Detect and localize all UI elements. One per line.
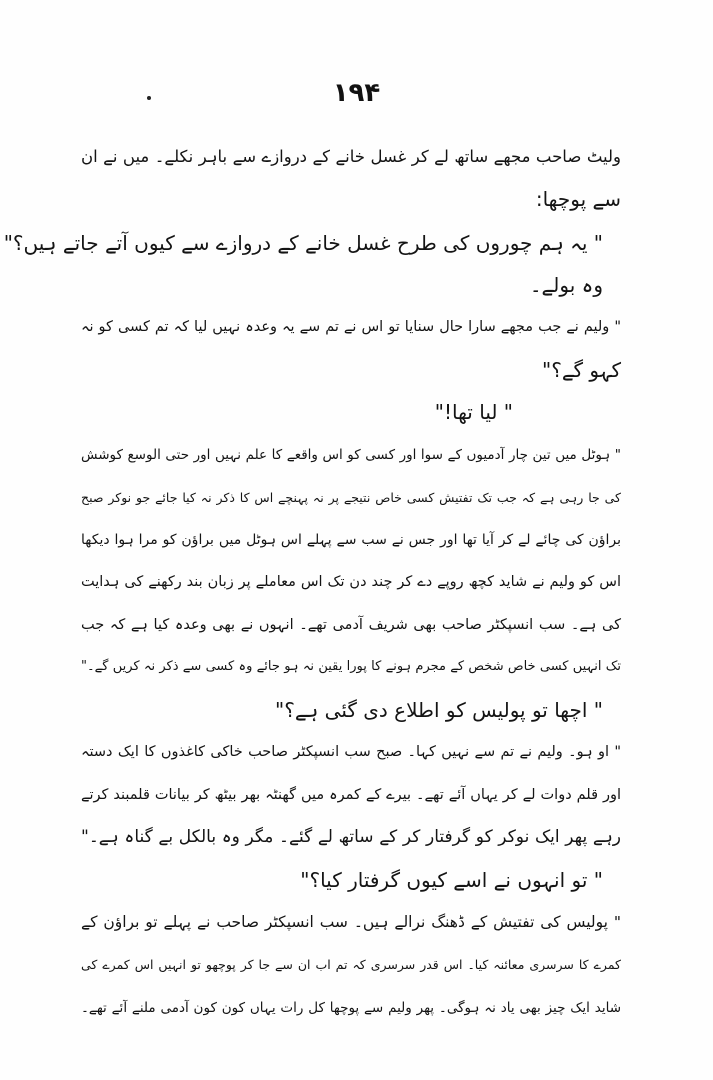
text-line: اس کو ولیم نے شاید کچھ روپے دے کر چند دن تک اس معاملے پر زبان بند رکھنے کی ہدایت bbox=[81, 574, 621, 590]
text-line: " اچھا تو پولیس کو اطلاع دی گئی ہے؟" bbox=[275, 698, 603, 722]
text-line: تک انہیں کسی خاص شخص کے مجرم ہونے کا پورا یقین نہ ہو جائے وہ کسی سے ذکر نہ کریں گے۔" bbox=[81, 659, 621, 674]
text-line: رہے پھر ایک نوکر کو گرفتار کر کے ساتھ لے گئے۔ مگر وہ بالکل بے گناہ ہے۔" bbox=[81, 827, 621, 847]
text-line: " لیا تھا!" bbox=[434, 400, 513, 424]
text-line: " تو انہوں نے اسے کیوں گرفتار کیا؟" bbox=[300, 868, 603, 892]
text-line: کمرے کا سرسری معائنہ کیا۔ اس قدر سرسری کہ تم اب ان سے جا کر پوچھو تو انہیں اس کمرے کی bbox=[81, 957, 621, 972]
text-line: براؤن کی چائے لے کر آیا تھا اور جس نے سب سے پہلے اس ہوٹل میں براؤن کو مرا ہوا دیکھا bbox=[81, 532, 621, 548]
text-line: شاید ایک چیز بھی یاد نہ ہوگی۔ پھر ولیم سے پوچھا کل رات یہاں کون کون آدمی ملنے آئے تھے۔ bbox=[81, 1000, 621, 1016]
text-line: " ولیم نے جب مجھے سارا حال سنایا تو اس نے تم سے یہ وعدہ نہیں لیا کہ تم کسی کو نہ bbox=[81, 319, 621, 335]
text-line: کی جا رہی ہے کہ جب تک تفتیش کسی خاص نتیجے پر نہ پہنچے اس کا ذکر نہ کیا جائے جو نوکر صبح bbox=[81, 490, 621, 505]
page-speck bbox=[147, 96, 151, 100]
text-line: کہو گے؟" bbox=[542, 358, 621, 382]
text-line: وہ بولے۔ bbox=[529, 273, 603, 297]
text-line: سے پوچھا: bbox=[535, 187, 621, 211]
text-line: اور قلم دوات لے کر یہاں آئے تھے۔ بیرے کے کمرہ میں گھنٹہ بھر بیٹھ کر بیانات قلمبند کرتے bbox=[81, 787, 621, 803]
text-line: کی ہے۔ سب انسپکٹر صاحب بھی شریف آدمی تھے۔ انہوں نے بھی وعدہ کیا ہے کہ جب bbox=[81, 617, 621, 633]
text-line: " یہ ہم چوروں کی طرح غسل خانے کے دروازے سے کیوں آتے جاتے ہیں؟" bbox=[3, 231, 603, 255]
text-line: " او ہو۔ ولیم نے تم سے نہیں کہا۔ صبح سب انسپکٹر صاحب خاکی کاغذوں کا ایک دستہ bbox=[81, 744, 621, 760]
text-line: ولیٹ صاحب مجھے ساتھ لے کر غسل خانے کے دروازے سے باہر نکلے۔ میں نے ان bbox=[81, 147, 621, 166]
text-line: " ہوٹل میں تین چار آدمیوں کے سوا اور کسی کو اس واقعے کا علم نہیں اور حتی الوسع کوشش bbox=[81, 447, 621, 463]
text-line: " پولیس کی تفتیش کے ڈھنگ نرالے ہیں۔ سب انسپکٹر صاحب نے پہلے تو براؤن کے bbox=[81, 913, 621, 931]
page-number: ۱۹۴ bbox=[332, 78, 381, 108]
